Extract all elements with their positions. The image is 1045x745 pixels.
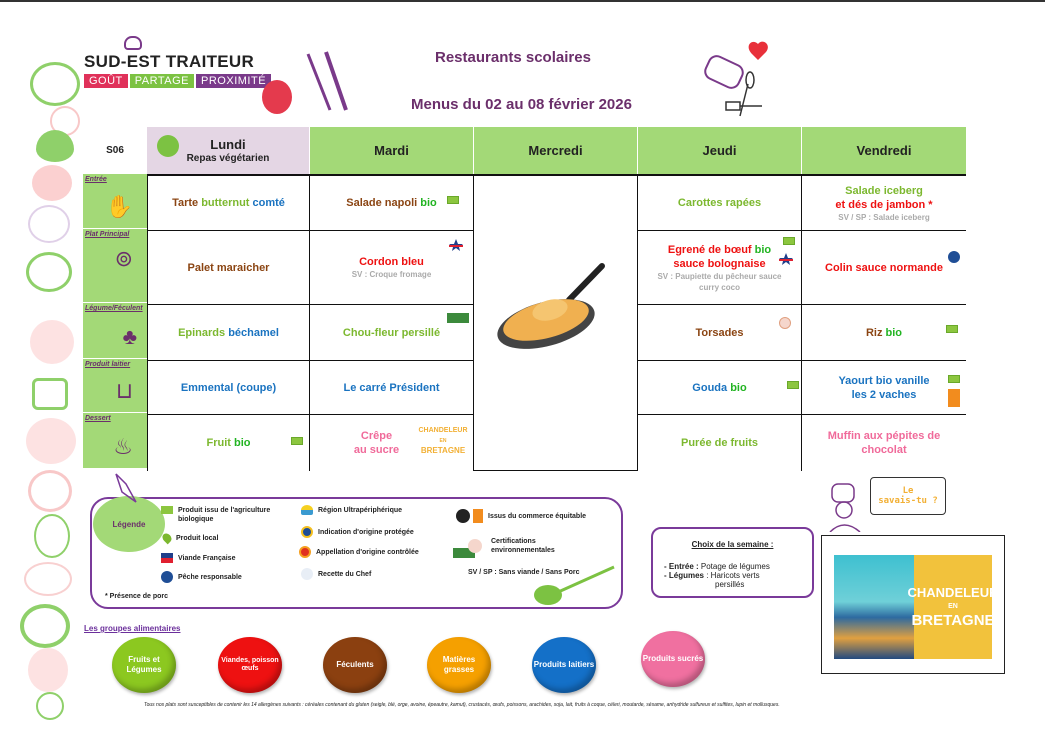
logo-text: EN bbox=[439, 438, 447, 444]
cell-dessert-jeudi bbox=[638, 415, 802, 471]
dish-text: Fruit bbox=[206, 437, 234, 449]
category-label: Entrée bbox=[85, 176, 107, 183]
day-sub: Repas végétarien bbox=[186, 153, 270, 164]
environmental-cert-icon bbox=[468, 539, 482, 553]
onion-icon bbox=[28, 205, 70, 243]
food-group-feculents: Féculents bbox=[323, 637, 387, 693]
cell-plat-jeudi bbox=[638, 231, 802, 305]
legend-item-env bbox=[453, 534, 555, 558]
dish-text: bio bbox=[234, 437, 251, 449]
day-header-mercredi bbox=[474, 127, 638, 174]
legend-title: Légende bbox=[112, 519, 146, 529]
legend-label: Produit local bbox=[176, 534, 219, 542]
legend-label: Appellation d'origine contrôlée bbox=[316, 548, 419, 556]
choice-value: Potage de légumes bbox=[698, 562, 770, 571]
fair-for-life-icon bbox=[473, 509, 483, 523]
chef-hat-whisk-heart-icon bbox=[700, 40, 780, 120]
dish-text: bio bbox=[730, 381, 747, 394]
dish-text: Muffin aux pépites de bbox=[827, 430, 941, 442]
legend-label-line: environnementales bbox=[491, 547, 555, 554]
poster-text: CHANDELEUR bbox=[907, 585, 999, 600]
legend-label: Viande Française bbox=[178, 554, 236, 562]
category-entree bbox=[83, 174, 147, 229]
bio-icon bbox=[948, 375, 960, 383]
cell-legume-vendredi bbox=[802, 305, 966, 361]
legend-label bbox=[178, 506, 270, 524]
dish-text: sauce bolognaise bbox=[673, 257, 766, 270]
dish-text: Chou-fleur persillé bbox=[342, 326, 441, 339]
strawberry-icon bbox=[28, 648, 68, 692]
legend-label-line: Produit issu de l'agriculture bbox=[178, 507, 271, 514]
dish-text: Colin sauce normande bbox=[825, 261, 943, 274]
legend-label bbox=[491, 537, 555, 555]
cell-laitier-jeudi bbox=[638, 361, 802, 415]
day-name: Lundi bbox=[210, 137, 246, 152]
viande-francaise-icon bbox=[779, 253, 793, 265]
alt-note: curry coco bbox=[699, 282, 740, 292]
dish-text: bio bbox=[420, 197, 437, 209]
cell-laitier-lundi bbox=[147, 361, 310, 415]
day-header-jeudi bbox=[638, 127, 802, 174]
bio-icon bbox=[787, 381, 799, 389]
bio-icon bbox=[946, 325, 958, 333]
plate-cutlery-icon: ⊚ bbox=[114, 246, 133, 271]
category-label: Dessert bbox=[85, 415, 111, 422]
dish-text: Egrené de bœuf bbox=[667, 243, 755, 256]
legend-item-local bbox=[163, 533, 218, 543]
allergen-note: Tous nos plats sont susceptibles de contenir les 14 allergènes suivants : céréales contenant du gluten (seigle, blé, orge, avoine, épeautre, kamut), crustacés, œufs, poissons, arachides, soja, lait, fruits à coque, céleri, moutarde, sésame, anhydride sulfureux et sulfites, lupin et mollusques. bbox=[144, 702, 780, 708]
peche-responsable-icon bbox=[948, 251, 960, 263]
choice-legumes bbox=[664, 571, 760, 580]
chef-character-icon bbox=[826, 482, 866, 532]
dish-text: Purée de fruits bbox=[680, 437, 759, 449]
dish-text: et dés de jambon * bbox=[835, 198, 933, 211]
day-name: Mardi bbox=[374, 143, 409, 158]
dish-text: Salade iceberg bbox=[845, 184, 923, 197]
bio-icon bbox=[783, 237, 795, 245]
savais-tu-bubble bbox=[870, 477, 946, 515]
cell-dessert-lundi bbox=[147, 415, 310, 471]
potato-icon bbox=[24, 562, 72, 596]
cell-dessert-mardi bbox=[310, 415, 474, 471]
kiwi-icon bbox=[26, 252, 72, 292]
dish-text: comté bbox=[252, 197, 285, 209]
dish-text: Le carré Président bbox=[343, 381, 440, 394]
pasta-icon bbox=[30, 62, 80, 106]
category-label: Plat Principal bbox=[85, 231, 130, 238]
dish-text: Tarte bbox=[172, 197, 202, 209]
logo-text: BRETAGNE bbox=[420, 446, 466, 455]
cell-legume-jeudi bbox=[638, 305, 802, 361]
svsp-note: SV / SP : Sans viande / Sans Porc bbox=[468, 569, 580, 576]
logo-text: CHANDELEUR bbox=[418, 427, 468, 434]
choice-label: - Légumes bbox=[664, 571, 705, 580]
dish-text: Emmental (coupe) bbox=[180, 381, 277, 394]
alt-note: SV : Paupiette du pêcheur sauce bbox=[657, 271, 782, 281]
cell-legume-mardi bbox=[310, 305, 474, 361]
tag-partage: PARTAGE bbox=[130, 74, 194, 88]
beans-icon bbox=[32, 378, 68, 410]
cell-entree-lundi bbox=[147, 176, 310, 231]
cell-laitier-vendredi bbox=[802, 361, 966, 415]
chandeleur-poster bbox=[907, 555, 999, 659]
cell-dessert-vendredi bbox=[802, 415, 966, 471]
dish-text: chocolat bbox=[861, 444, 907, 456]
leek-potato-icon: ♣ bbox=[122, 324, 137, 349]
day-name: Vendredi bbox=[856, 143, 912, 158]
category-plat bbox=[83, 229, 147, 303]
local-pin-icon bbox=[161, 532, 174, 545]
bubble-text: savais-tu ? bbox=[878, 496, 938, 506]
weekly-choice-box bbox=[651, 527, 814, 598]
legend-label: Région Ultrapériphérique bbox=[318, 506, 403, 514]
chef-hat-logo-icon bbox=[124, 36, 142, 50]
food-group-viandes: Viandes, poisson œufs bbox=[218, 637, 282, 693]
page-title: Restaurants scolaires bbox=[435, 49, 591, 66]
viande-francaise-icon bbox=[449, 239, 463, 251]
dish-text: Palet maraicher bbox=[187, 261, 270, 274]
legend-item-igp bbox=[301, 526, 414, 538]
category-label: Produit laitier bbox=[85, 361, 131, 368]
bio-icon bbox=[161, 506, 173, 514]
category-legume bbox=[83, 303, 147, 359]
day-header-vendredi bbox=[802, 127, 966, 174]
alt-note: SV / SP : Salade iceberg bbox=[838, 212, 930, 222]
lime-icon bbox=[36, 130, 74, 162]
legend-label-line: Certifications bbox=[491, 538, 536, 545]
poster-text: EN bbox=[948, 603, 958, 610]
poster-text: BRETAGNE bbox=[911, 612, 995, 629]
vegetarian-badge-icon bbox=[157, 135, 179, 157]
recette-chef-icon bbox=[301, 568, 313, 580]
chandeleur-bretagne-logo bbox=[418, 421, 468, 461]
cell-legume-lundi bbox=[147, 305, 310, 361]
category-label: Légume/Féculent bbox=[85, 305, 143, 312]
dish-text: béchamel bbox=[228, 326, 279, 339]
choice-entree bbox=[664, 562, 770, 571]
crepes-pan-image bbox=[494, 262, 614, 352]
bubble-text: Le bbox=[902, 486, 914, 496]
asparagus-icon bbox=[36, 692, 64, 720]
aoc-icon bbox=[299, 546, 311, 558]
legend-label: Issus du commerce équitable bbox=[488, 512, 587, 520]
bio-icon bbox=[291, 437, 303, 445]
cell-entree-vendredi bbox=[802, 176, 966, 231]
week-number: S06 bbox=[106, 145, 124, 156]
beet-icon bbox=[34, 514, 70, 558]
legend-label: Indication d'origine protégée bbox=[318, 528, 414, 536]
hve-certification-icon bbox=[447, 313, 469, 323]
page-subtitle: Menus du 02 au 08 février 2026 bbox=[411, 96, 632, 113]
broccoli-fork-icon bbox=[528, 563, 616, 605]
food-group-sucres: Produits sucrés bbox=[641, 631, 705, 687]
igp-icon bbox=[301, 526, 313, 538]
fork-knife-icon bbox=[300, 50, 350, 114]
tag-proximite: PROXIMITÉ bbox=[196, 74, 271, 88]
day-header-lundi bbox=[147, 127, 310, 174]
dish-text: bio bbox=[885, 326, 903, 339]
dish-text: butternut bbox=[201, 197, 253, 209]
yogurt-pot-icon: ⊔ bbox=[115, 378, 133, 403]
citrus-slice-icon bbox=[20, 604, 70, 648]
environmental-cert-icon bbox=[779, 317, 791, 329]
pomegranate-icon bbox=[262, 80, 292, 114]
choice-label: - Entrée : bbox=[664, 562, 699, 571]
peche-responsable-icon bbox=[161, 571, 173, 583]
pancakes-illustration bbox=[834, 555, 914, 659]
day-name: Mercredi bbox=[528, 143, 583, 158]
viande-francaise-icon bbox=[161, 553, 173, 563]
cell-plat-lundi bbox=[147, 231, 310, 305]
food-groups-title: Les groupes alimentaires bbox=[84, 624, 181, 633]
legend-item-viande bbox=[161, 553, 235, 563]
legend-item-equitable bbox=[456, 509, 586, 523]
day-header-mardi bbox=[310, 127, 474, 174]
dish-text: Cordon bleu bbox=[359, 256, 424, 268]
legend-label: Recette du Chef bbox=[318, 570, 372, 578]
cell-plat-vendredi bbox=[802, 231, 966, 305]
cell-entree-mardi bbox=[310, 176, 474, 231]
cell-plat-mardi bbox=[310, 231, 474, 305]
hand-sprinkle-icon: ✋ bbox=[105, 194, 133, 219]
brand-tagline bbox=[84, 74, 271, 88]
legend-item-bio bbox=[161, 506, 270, 524]
pen-nib-icon bbox=[112, 472, 142, 506]
dish-text: Salade napoli bbox=[346, 197, 421, 209]
legend-label: Pêche responsable bbox=[178, 573, 242, 581]
orange-slice-icon bbox=[28, 470, 72, 512]
dish-text: Carottes rapées bbox=[677, 197, 762, 209]
food-group-matieres-grasses: Matières grasses bbox=[427, 637, 491, 693]
dish-text: Torsades bbox=[695, 326, 744, 339]
legend-item-chef bbox=[301, 568, 371, 580]
choice-value: : Haricots verts bbox=[704, 571, 760, 580]
region-ultraperipherique-icon bbox=[301, 505, 313, 515]
watermelon-icon bbox=[32, 165, 72, 201]
dish-text: Crêpe bbox=[360, 430, 393, 442]
cupcake-icon: ♨ bbox=[113, 434, 133, 459]
category-laitier bbox=[83, 359, 147, 413]
fairtrade-icon bbox=[456, 509, 470, 523]
meat-icon bbox=[30, 320, 74, 364]
day-name: Jeudi bbox=[702, 143, 737, 158]
choice-title: Choix de la semaine : bbox=[691, 540, 774, 549]
legend-item-aoc bbox=[299, 546, 419, 558]
category-dessert bbox=[83, 413, 147, 469]
fair-for-life-icon bbox=[948, 389, 960, 407]
dish-text: bio bbox=[754, 243, 772, 256]
dish-text: Riz bbox=[865, 326, 886, 339]
legend-label-line: biologique bbox=[178, 516, 214, 523]
dish-text: Yaourt bio vanille bbox=[838, 374, 930, 387]
top-border bbox=[0, 0, 1045, 2]
alt-note: SV : Croque fromage bbox=[351, 270, 432, 279]
apple-icon bbox=[26, 418, 76, 464]
cell-laitier-mardi bbox=[310, 361, 474, 415]
bio-icon bbox=[447, 196, 459, 204]
porc-note: * Présence de porc bbox=[105, 593, 169, 600]
food-group-laitiers: Produits laitiers bbox=[532, 637, 596, 693]
legend-item-rup bbox=[301, 505, 402, 515]
dish-text: les 2 vaches bbox=[851, 388, 917, 401]
cell-entree-jeudi bbox=[638, 176, 802, 231]
dish-text: au sucre bbox=[353, 444, 400, 456]
choice-legumes-cont: persillés bbox=[715, 580, 745, 589]
food-group-fruits-legumes: Fruits et Légumes bbox=[112, 637, 176, 693]
legend-item-peche bbox=[161, 571, 242, 583]
dish-text: Epinards bbox=[178, 326, 229, 339]
brand-name: SUD-EST TRAITEUR bbox=[84, 52, 255, 71]
tag-gout: GOÛT bbox=[84, 74, 128, 88]
dish-text: Gouda bbox=[692, 381, 731, 394]
